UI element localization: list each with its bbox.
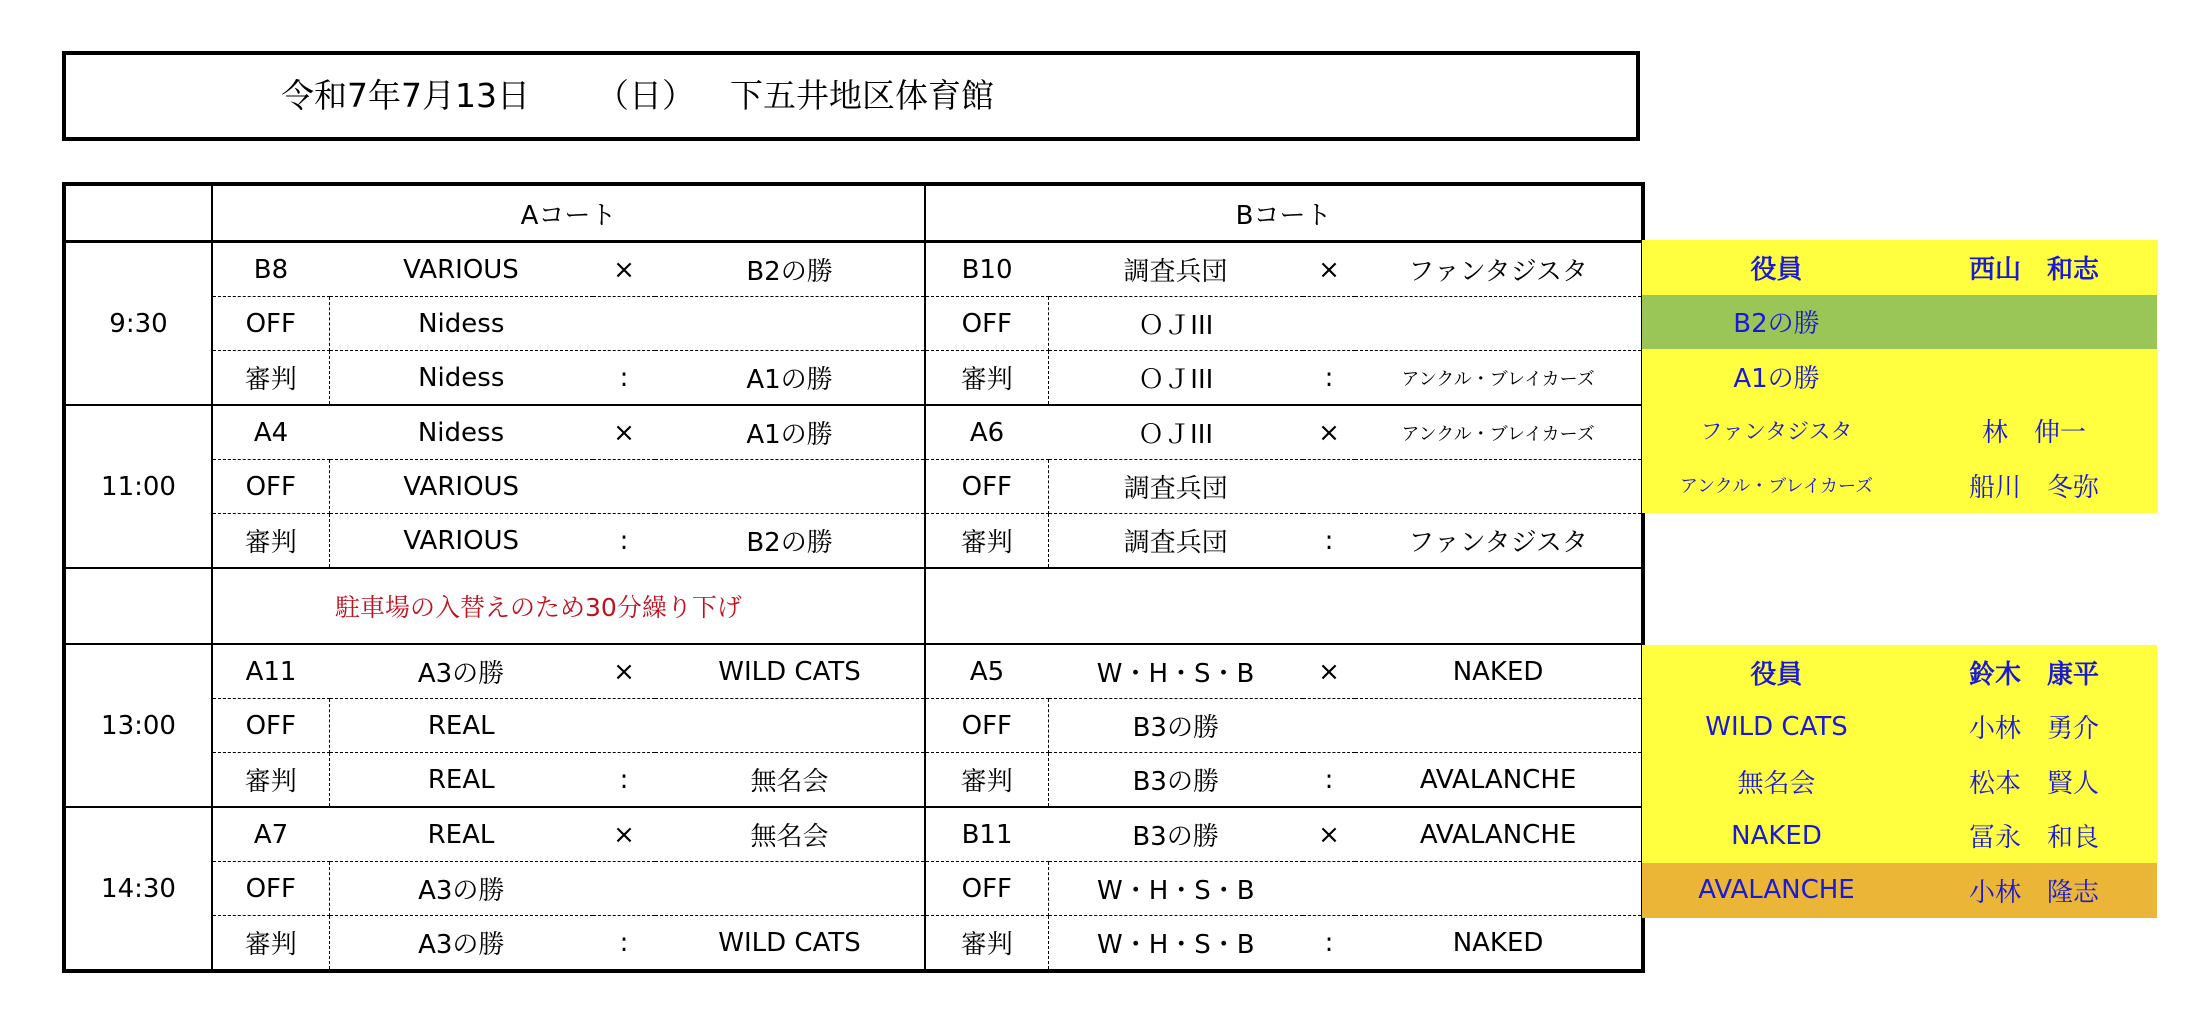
court-b-header: Bコート — [925, 184, 1643, 242]
team-1: A3の勝 — [329, 644, 593, 699]
judge-label: 審判 — [212, 351, 329, 406]
colon-mark: : — [593, 753, 655, 808]
game-code: A4 — [212, 405, 329, 460]
off-label: OFF — [925, 862, 1048, 916]
off-row — [64, 297, 1643, 351]
team-2: NAKED — [1355, 644, 1643, 699]
officials-header-row — [1642, 240, 2157, 295]
judge-team-2: アンクル・ブレイカーズ — [1355, 351, 1643, 406]
off-label: OFF — [925, 460, 1048, 514]
time-slot: 14:30 — [64, 807, 212, 971]
off-label: OFF — [925, 297, 1048, 351]
judge-label: 審判 — [925, 916, 1048, 972]
off-team: W・H・S・B — [1048, 862, 1303, 916]
official-team: WILD CATS — [1705, 711, 1848, 742]
off-team: REAL — [329, 699, 593, 753]
judge-team-2: A1の勝 — [655, 351, 925, 406]
team-1: Nidess — [329, 405, 593, 460]
judge-team-2: WILD CATS — [655, 916, 925, 972]
event-venue: 下五井地区体育館 — [730, 76, 994, 115]
off-label: OFF — [212, 297, 329, 351]
judge-team-2: B2の勝 — [655, 514, 925, 569]
title-box — [62, 51, 1640, 141]
judge-row — [64, 514, 1643, 569]
vs-mark: × — [1303, 405, 1355, 460]
off-label: OFF — [212, 699, 329, 753]
notice-row — [64, 568, 1643, 644]
team-1: REAL — [329, 807, 593, 862]
event-date: 令和7年7月13日 — [281, 76, 530, 115]
off-team: 調査兵団 — [1048, 460, 1303, 514]
team-1: W・H・S・B — [1048, 644, 1303, 699]
off-row — [64, 699, 1643, 753]
official-team: 役員 — [1750, 254, 1803, 285]
official-row — [1642, 295, 2157, 350]
team-2: アンクル・ブレイカーズ — [1355, 405, 1643, 460]
official-row — [1642, 863, 2157, 918]
team-1: ＯＪIII — [1048, 405, 1303, 460]
off-label: OFF — [212, 460, 329, 514]
colon-mark: : — [593, 514, 655, 569]
official-name: 松本 賢人 — [1968, 768, 2099, 799]
time-slot: 11:00 — [64, 405, 212, 568]
judge-team-1: 調査兵団 — [1048, 514, 1303, 569]
official-name: 冨永 和良 — [1968, 823, 2099, 854]
colon-mark: : — [1303, 916, 1355, 972]
judge-team-1: VARIOUS — [329, 514, 593, 569]
team-2: ファンタジスタ — [1355, 242, 1643, 297]
game-code: B8 — [212, 242, 329, 297]
judge-row — [64, 916, 1643, 972]
judge-team-1: REAL — [329, 753, 593, 808]
match-row — [64, 242, 1643, 297]
judge-label: 審判 — [925, 753, 1048, 808]
judge-label: 審判 — [212, 514, 329, 569]
court-a-header: Aコート — [212, 184, 925, 242]
official-team: NAKED — [1731, 820, 1822, 851]
official-row — [1642, 700, 2157, 755]
colon-mark: : — [1303, 514, 1355, 569]
time-slot: 13:00 — [64, 644, 212, 807]
off-label: OFF — [925, 699, 1048, 753]
official-team: A1の勝 — [1733, 363, 1820, 394]
vs-mark: × — [593, 807, 655, 862]
official-name: 林 伸一 — [1981, 418, 2086, 449]
team-1: B3の勝 — [1048, 807, 1303, 862]
judge-team-2: NAKED — [1355, 916, 1643, 972]
event-weekday: （日） — [596, 76, 695, 115]
vs-mark: × — [1303, 242, 1355, 297]
time-slot: 9:30 — [64, 242, 212, 406]
match-row — [64, 807, 1643, 862]
game-code: A11 — [212, 644, 329, 699]
judge-team-2: 無名会 — [655, 753, 925, 808]
team-2: A1の勝 — [655, 405, 925, 460]
colon-mark: : — [593, 351, 655, 406]
colon-mark: : — [1303, 753, 1355, 808]
judge-row — [64, 753, 1643, 808]
off-team: B3の勝 — [1048, 699, 1303, 753]
official-team: 無名会 — [1737, 768, 1816, 799]
team-2: WILD CATS — [655, 644, 925, 699]
official-row — [1642, 754, 2157, 809]
judge-label: 審判 — [212, 753, 329, 808]
off-team: A3の勝 — [329, 862, 593, 916]
vs-mark: × — [593, 644, 655, 699]
notice-empty-cell — [925, 568, 1643, 644]
off-row — [64, 460, 1643, 514]
off-team: Nidess — [329, 297, 593, 351]
court-header-row — [64, 184, 1643, 242]
off-team: ＯＪIII — [1048, 297, 1303, 351]
colon-mark: : — [1303, 351, 1355, 406]
judge-team-2: ファンタジスタ — [1355, 514, 1643, 569]
official-name: 小林 勇介 — [1968, 714, 2099, 745]
officials-panel-afternoon — [1642, 645, 2157, 918]
official-team: AVALANCHE — [1698, 875, 1855, 906]
off-team: VARIOUS — [329, 460, 593, 514]
official-team: 役員 — [1750, 659, 1803, 690]
judge-label: 審判 — [212, 916, 329, 972]
official-row — [1642, 809, 2157, 864]
official-name: 西山 和志 — [1968, 254, 2099, 285]
official-name: 鈴木 康平 — [1968, 659, 2099, 690]
judge-team-1: A3の勝 — [329, 916, 593, 972]
judge-team-1: Nidess — [329, 351, 593, 406]
official-team: B2の勝 — [1733, 309, 1820, 340]
vs-mark: × — [1303, 807, 1355, 862]
game-code: B10 — [925, 242, 1048, 297]
match-row — [64, 405, 1643, 460]
vs-mark: × — [593, 242, 655, 297]
game-code: A7 — [212, 807, 329, 862]
off-label: OFF — [212, 862, 329, 916]
judge-team-1: B3の勝 — [1048, 753, 1303, 808]
vs-mark: × — [1303, 644, 1355, 699]
vs-mark: × — [593, 405, 655, 460]
official-name: 小林 隆志 — [1968, 877, 2099, 908]
game-code: A6 — [925, 405, 1048, 460]
judge-team-2: AVALANCHE — [1355, 753, 1643, 808]
colon-mark: : — [593, 916, 655, 972]
judge-label: 審判 — [925, 351, 1048, 406]
team-2: 無名会 — [655, 807, 925, 862]
judge-team-1: W・H・S・B — [1048, 916, 1303, 972]
official-name: 船川 冬弥 — [1968, 472, 2099, 503]
official-row — [1642, 458, 2157, 513]
game-code: B11 — [925, 807, 1048, 862]
official-row — [1642, 349, 2157, 404]
notice-text: 駐車場の入替えのため30分繰り下げ — [212, 568, 925, 644]
off-row — [64, 862, 1643, 916]
officials-panel-morning — [1642, 240, 2157, 513]
game-code: A5 — [925, 644, 1048, 699]
team-2: B2の勝 — [655, 242, 925, 297]
notice-time-cell — [64, 568, 212, 644]
official-team: アンクル・ブレイカーズ — [1679, 476, 1874, 498]
header-corner — [64, 184, 212, 242]
match-row — [64, 644, 1643, 699]
judge-row — [64, 351, 1643, 406]
schedule-table — [62, 182, 1645, 973]
judge-team-1: ＯＪIII — [1048, 351, 1303, 406]
official-team: ファンタジスタ — [1700, 420, 1853, 446]
officials-header-row — [1642, 645, 2157, 700]
official-row — [1642, 404, 2157, 459]
team-2: AVALANCHE — [1355, 807, 1643, 862]
judge-label: 審判 — [925, 514, 1048, 569]
team-1: VARIOUS — [329, 242, 593, 297]
team-1: 調査兵団 — [1048, 242, 1303, 297]
